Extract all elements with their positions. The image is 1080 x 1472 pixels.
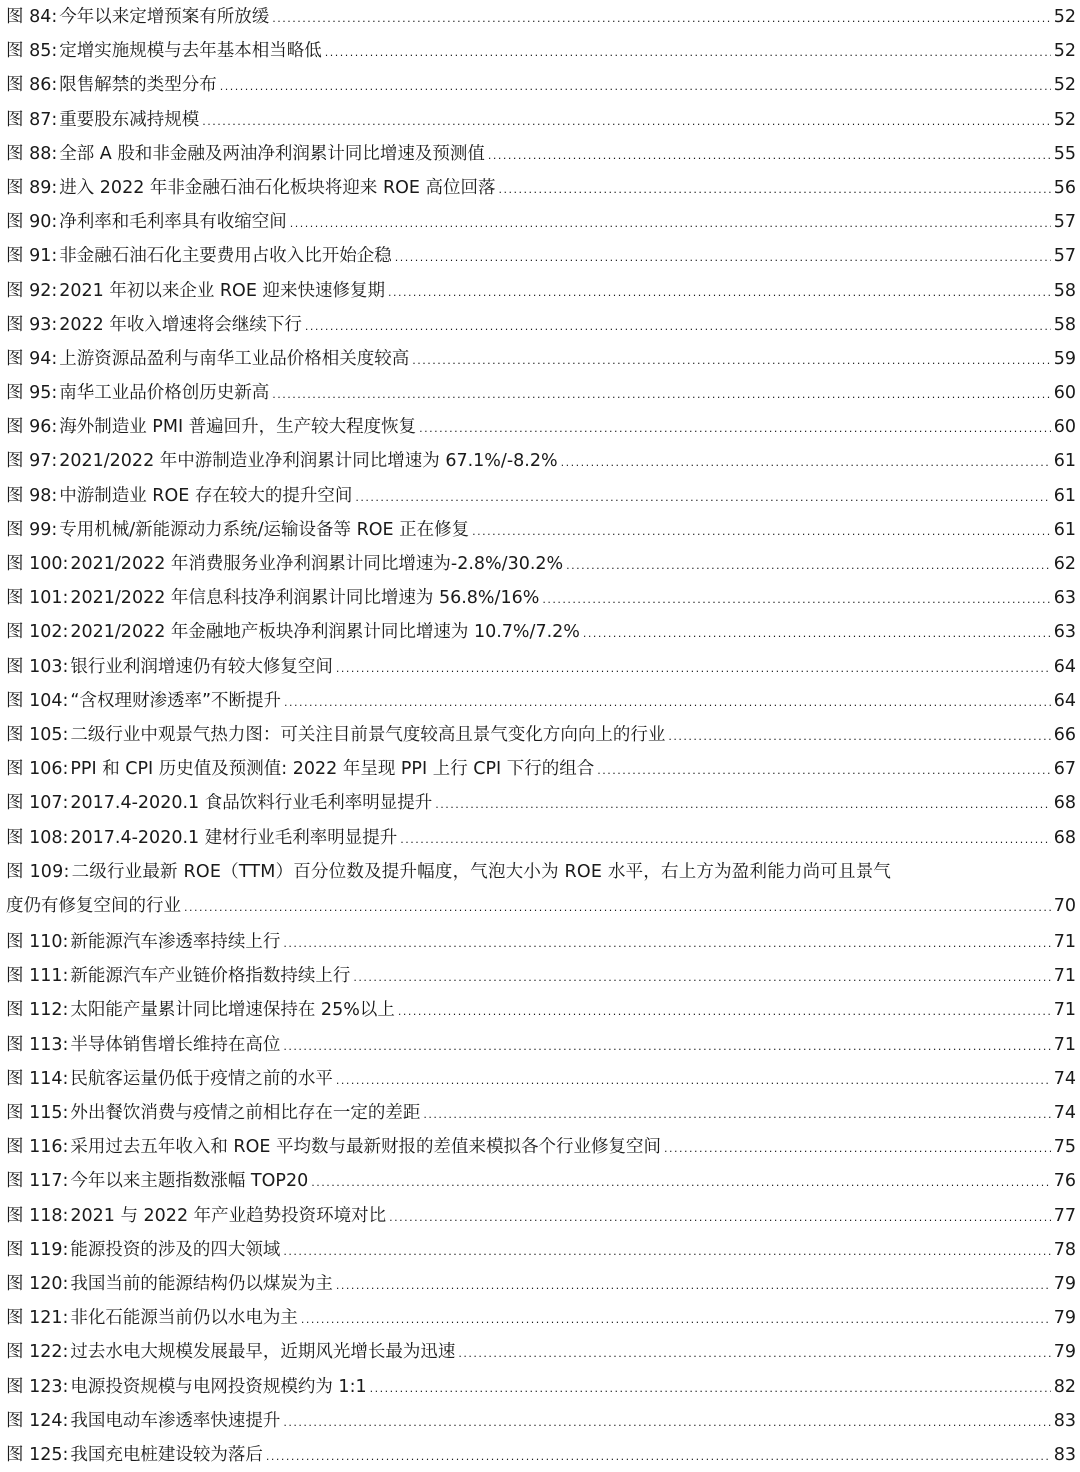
figure-label: 图 99: — [6, 519, 58, 540]
figure-label: 图 104: — [6, 690, 69, 711]
toc-entry-first-line — [6, 855, 1076, 889]
page-number: 52 — [1053, 41, 1076, 62]
toc-entry[interactable] — [6, 959, 1076, 993]
dot-leader — [435, 788, 1051, 820]
figure-title: 2021/2022 年信息科技净利润累计同比增速为 56.8%/16% — [70, 588, 540, 609]
page-number: 55 — [1053, 143, 1076, 164]
figure-title: 二级行业中观景气热力图：可关注目前景气度较高且景气变化方向向上的行业 — [70, 724, 666, 745]
figure-title: 中游制造业 ROE 存在较大的提升空间 — [59, 485, 353, 506]
toc-entry[interactable] — [6, 34, 1076, 68]
page-number: 66 — [1053, 724, 1076, 745]
toc-entry[interactable] — [6, 274, 1076, 308]
toc-entry[interactable] — [6, 376, 1076, 410]
figure-label: 图 92: — [6, 280, 58, 301]
page-number: 52 — [1053, 109, 1076, 130]
figure-label: 图 110: — [6, 932, 69, 953]
page-number: 71 — [1053, 966, 1076, 987]
dot-leader — [355, 481, 1050, 513]
page-number: 59 — [1053, 348, 1076, 369]
figure-label: 图 84: — [6, 7, 58, 27]
dot-leader — [283, 927, 1050, 959]
dot-leader — [370, 1372, 1051, 1404]
figure-label: 图 94: — [6, 348, 58, 369]
figure-title: 重要股东减持规模 — [59, 109, 200, 130]
figure-label: 图 108: — [6, 827, 69, 848]
dot-leader — [389, 1201, 1051, 1233]
dot-leader — [336, 1269, 1051, 1301]
figure-label: 图 109: — [6, 861, 70, 882]
figure-title: 全部 A 股和非金融及两油净利润累计同比增速及预测值 — [59, 143, 485, 164]
toc-entry[interactable] — [6, 137, 1076, 171]
dot-leader — [583, 617, 1051, 649]
toc-entry[interactable] — [6, 1404, 1076, 1438]
toc-entry[interactable] — [6, 1267, 1076, 1301]
toc-entry[interactable] — [6, 0, 1076, 34]
figure-label: 图 118: — [6, 1205, 69, 1226]
dot-leader — [283, 1235, 1050, 1267]
figure-label: 图 96: — [6, 417, 58, 438]
figure-title: 半导体销售增长维持在高位 — [70, 1034, 281, 1055]
figure-title: 净利率和毛利率具有收缩空间 — [59, 212, 287, 233]
table-of-figures — [6, 0, 1076, 1472]
page-number: 52 — [1053, 75, 1076, 96]
figure-title: 2021/2022 年中游制造业净利润累计同比增速为 67.1%/-8.2% — [59, 451, 558, 472]
dot-leader — [202, 105, 1050, 137]
toc-entry[interactable] — [6, 547, 1076, 581]
page-number: 52 — [1053, 7, 1076, 27]
figure-title: 南华工业品价格创历史新高 — [59, 383, 270, 404]
toc-entry[interactable] — [6, 786, 1076, 820]
toc-entry[interactable] — [6, 308, 1076, 342]
toc-entry[interactable] — [6, 1199, 1076, 1233]
toc-entry[interactable] — [6, 1438, 1076, 1472]
dot-leader — [353, 961, 1050, 993]
page-number: 71 — [1053, 932, 1076, 953]
figure-title: 2017.4-2020.1 建材行业毛利率明显提升 — [70, 827, 398, 848]
page-number: 74 — [1053, 1068, 1076, 1089]
figure-label: 图 100: — [6, 554, 69, 574]
toc-entry[interactable] — [6, 581, 1076, 615]
page-number: 82 — [1053, 1376, 1076, 1397]
dot-leader — [283, 1406, 1050, 1438]
page-number: 56 — [1053, 177, 1076, 198]
figure-label: 图 107: — [6, 793, 69, 814]
figure-title: 进入 2022 年非金融石油石化板块将迎来 ROE 高位回落 — [59, 177, 496, 198]
figure-title: 2021/2022 年金融地产板块净利润累计同比增速为 10.7%/7.2% — [70, 622, 580, 643]
dot-leader — [305, 310, 1051, 342]
figure-title: 2021 年初以来企业 ROE 迎来快速修复期 — [59, 280, 385, 301]
figure-title-continued: 度仍有修复空间的行业 — [6, 895, 181, 916]
figure-label: 图 123: — [6, 1376, 69, 1397]
page-number: 74 — [1053, 1103, 1076, 1124]
dot-leader — [325, 36, 1051, 68]
toc-entry[interactable] — [6, 925, 1076, 959]
dot-leader — [395, 241, 1051, 273]
page-number: 79 — [1053, 1308, 1076, 1329]
figure-label: 图 115: — [6, 1103, 69, 1124]
figure-title: 采用过去五年收入和 ROE 平均数与最新财报的差值来模拟各个行业修复空间 — [70, 1137, 661, 1158]
figure-label: 图 101: — [6, 588, 69, 609]
toc-entry[interactable] — [6, 821, 1076, 855]
page-number: 60 — [1053, 417, 1076, 438]
figure-label: 图 89: — [6, 177, 58, 198]
figure-label: 图 120: — [6, 1273, 69, 1294]
figure-label: 图 87: — [6, 109, 58, 130]
toc-entry[interactable] — [6, 855, 1076, 925]
toc-entry[interactable] — [6, 1335, 1076, 1369]
dot-leader — [283, 1030, 1050, 1062]
dot-leader — [561, 446, 1051, 478]
figure-title: 能源投资的涉及的四大领域 — [70, 1239, 281, 1260]
figure-title: 我国当前的能源结构仍以煤炭为主 — [70, 1273, 333, 1294]
page-number: 64 — [1053, 656, 1076, 677]
figure-label: 图 85: — [6, 41, 58, 62]
toc-entry[interactable] — [6, 171, 1076, 205]
page-number: 61 — [1053, 485, 1076, 506]
figure-title: 新能源汽车产业链价格指数持续上行 — [70, 966, 351, 987]
toc-entry[interactable] — [6, 1164, 1076, 1198]
page-number: 63 — [1053, 622, 1076, 643]
figure-title: 2021 与 2022 年产业趋势投资环境对比 — [70, 1205, 387, 1226]
toc-entry[interactable] — [6, 752, 1076, 786]
figure-label: 图 105: — [6, 724, 69, 745]
figure-title: 专用机械/新能源动力系统/运输设备等 ROE 正在修复 — [59, 519, 470, 540]
toc-entry[interactable] — [6, 1301, 1076, 1335]
figure-title: 电源投资规模与电网投资规模约为 1:1 — [70, 1376, 367, 1397]
figure-title: 今年以来定增预案有所放缓 — [59, 7, 270, 27]
page-number: 78 — [1053, 1239, 1076, 1260]
toc-entry[interactable] — [6, 1062, 1076, 1096]
page-number: 68 — [1053, 793, 1076, 814]
toc-entry[interactable] — [6, 650, 1076, 684]
figure-title: 我国充电桩建设较为落后 — [70, 1444, 263, 1465]
toc-entry[interactable] — [6, 68, 1076, 102]
figure-title: 2022 年收入增速将会继续下行 — [59, 314, 302, 335]
figure-title: 过去水电大规模发展最早，近期风光增长最为迅速 — [70, 1342, 456, 1363]
page-number: 63 — [1053, 588, 1076, 609]
figure-label: 图 124: — [6, 1410, 69, 1431]
page-number: 68 — [1053, 827, 1076, 848]
figure-label: 图 112: — [6, 1000, 69, 1021]
figure-title: 定增实施规模与去年基本相当略低 — [59, 41, 322, 62]
figure-label: 图 86: — [6, 75, 58, 96]
toc-entry[interactable] — [6, 342, 1076, 376]
figure-label: 图 103: — [6, 656, 69, 677]
toc-entry[interactable] — [6, 1130, 1076, 1164]
page-number: 75 — [1053, 1137, 1076, 1158]
figure-label: 图 116: — [6, 1137, 69, 1158]
figure-title: 太阳能产量累计同比增速保持在 25%以上 — [70, 1000, 395, 1021]
dot-leader — [336, 1064, 1051, 1096]
toc-entry[interactable] — [6, 718, 1076, 752]
figure-title: 2017.4-2020.1 食品饮料行业毛利率明显提升 — [70, 793, 433, 814]
page-number: 64 — [1053, 690, 1076, 711]
dot-leader — [412, 344, 1050, 376]
toc-entry[interactable] — [6, 684, 1076, 718]
figure-title: PPI 和 CPI 历史值及预测值: 2022 年呈现 PPI 上行 CPI 下行的组合 — [70, 759, 595, 780]
page-number: 71 — [1053, 1034, 1076, 1055]
figure-label: 图 114: — [6, 1068, 69, 1089]
figure-label: 图 102: — [6, 622, 69, 643]
figure-title: 二级行业最新 ROE（TTM）百分位数及提升幅度，气泡大小为 ROE 水平，右上方为盈利能力尚可且景气 — [71, 861, 892, 882]
figure-label: 图 88: — [6, 143, 58, 164]
figure-label: 图 91: — [6, 246, 58, 267]
toc-entry[interactable] — [6, 513, 1076, 547]
dot-leader — [668, 720, 1050, 752]
toc-entry[interactable] — [6, 444, 1076, 478]
dot-leader — [488, 139, 1051, 171]
figure-label: 图 106: — [6, 759, 69, 780]
figure-label: 图 111: — [6, 966, 69, 987]
dot-leader — [184, 891, 1051, 925]
dot-leader — [272, 378, 1050, 410]
dot-leader — [336, 652, 1051, 684]
toc-entry[interactable] — [6, 615, 1076, 649]
figure-title: 今年以来主题指数涨幅 TOP20 — [70, 1171, 309, 1192]
figure-label: 图 119: — [6, 1239, 69, 1260]
dot-leader — [272, 2, 1050, 34]
toc-entry[interactable] — [6, 993, 1076, 1027]
dot-leader — [400, 823, 1051, 855]
figure-title: 非化石能源当前仍以水电为主 — [70, 1308, 298, 1329]
page-number: 62 — [1053, 554, 1076, 574]
dot-leader — [423, 1098, 1050, 1130]
toc-entry[interactable] — [6, 103, 1076, 137]
page-number: 77 — [1053, 1205, 1076, 1226]
figure-label: 图 122: — [6, 1342, 69, 1363]
page-number: 79 — [1053, 1273, 1076, 1294]
toc-entry[interactable] — [6, 410, 1076, 444]
page-number: 79 — [1053, 1342, 1076, 1363]
page-number: 58 — [1053, 280, 1076, 301]
figure-title: 2021/2022 年消费服务业净利润累计同比增速为-2.8%/30.2% — [70, 554, 564, 574]
page-number: 57 — [1053, 246, 1076, 267]
toc-entry[interactable] — [6, 239, 1076, 273]
dot-leader — [566, 549, 1051, 581]
dot-leader — [597, 754, 1050, 786]
dot-leader — [472, 515, 1051, 547]
dot-leader — [419, 412, 1051, 444]
figure-label: 图 113: — [6, 1034, 69, 1055]
dot-leader — [664, 1132, 1051, 1164]
figure-label: 图 93: — [6, 314, 58, 335]
dot-leader — [220, 70, 1051, 102]
page-number: 76 — [1053, 1171, 1076, 1192]
page-number: 67 — [1053, 759, 1076, 780]
dot-leader — [398, 995, 1051, 1027]
page-number: 70 — [1053, 895, 1076, 916]
figure-title: “含权理财渗透率”不断提升 — [70, 690, 282, 711]
figure-label: 图 117: — [6, 1171, 69, 1192]
figure-title: 新能源汽车渗透率持续上行 — [70, 932, 281, 953]
figure-title: 外出餐饮消费与疫情之前相比存在一定的差距 — [70, 1103, 421, 1124]
figure-label: 图 90: — [6, 212, 58, 233]
figure-title: 限售解禁的类型分布 — [59, 75, 217, 96]
dot-leader — [542, 583, 1050, 615]
page-number: 60 — [1053, 383, 1076, 404]
toc-entry[interactable] — [6, 1096, 1076, 1130]
page-number: 61 — [1053, 451, 1076, 472]
figure-label: 图 121: — [6, 1308, 69, 1329]
figure-title: 非金融石油石化主要费用占收入比开始企稳 — [59, 246, 392, 267]
page-number: 83 — [1053, 1444, 1076, 1465]
page-number: 83 — [1053, 1410, 1076, 1431]
figure-title: 海外制造业 PMI 普遍回升，生产较大程度恢复 — [59, 417, 417, 438]
figure-label: 图 97: — [6, 451, 58, 472]
toc-entry[interactable] — [6, 1370, 1076, 1404]
dot-leader — [284, 686, 1051, 718]
dot-leader — [458, 1337, 1050, 1369]
toc-entry[interactable] — [6, 1028, 1076, 1062]
figure-title: 我国电动车渗透率快速提升 — [70, 1410, 281, 1431]
dot-leader — [290, 207, 1051, 239]
dot-leader — [301, 1303, 1051, 1335]
figure-label: 图 125: — [6, 1444, 69, 1465]
figure-label: 图 95: — [6, 383, 58, 404]
dot-leader — [388, 276, 1051, 308]
toc-entry[interactable] — [6, 1233, 1076, 1267]
page-number: 71 — [1053, 1000, 1076, 1021]
figure-title: 银行业利润增速仍有较大修复空间 — [70, 656, 333, 677]
page-number: 57 — [1053, 212, 1076, 233]
toc-entry[interactable] — [6, 479, 1076, 513]
dot-leader — [311, 1166, 1050, 1198]
figure-title: 民航客运量仍低于疫情之前的水平 — [70, 1068, 333, 1089]
dot-leader — [499, 173, 1051, 205]
figure-label: 图 98: — [6, 485, 58, 506]
page-number: 61 — [1053, 519, 1076, 540]
dot-leader — [266, 1440, 1051, 1472]
page-number: 58 — [1053, 314, 1076, 335]
toc-entry[interactable] — [6, 205, 1076, 239]
figure-title: 上游资源品盈利与南华工业品价格相关度较高 — [59, 348, 410, 369]
